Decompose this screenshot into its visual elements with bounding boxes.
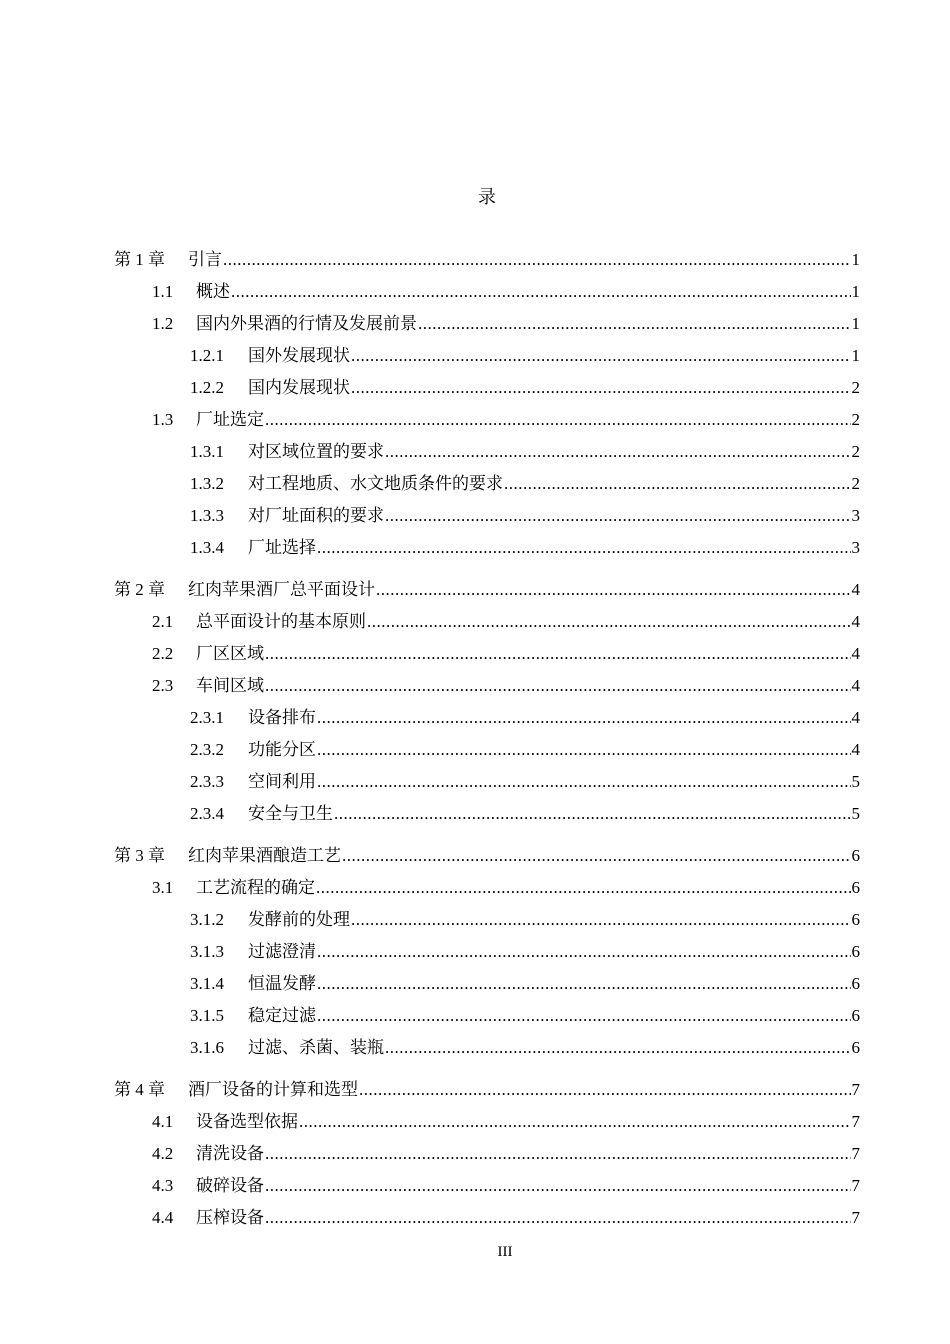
- toc-leader-dots: [351, 372, 851, 404]
- toc-section-entry[interactable]: [114, 276, 860, 308]
- toc-entry-page: 5: [851, 772, 860, 791]
- toc-entry-title: 引言: [188, 250, 222, 269]
- toc-entry-title: 压榨设备: [196, 1208, 264, 1227]
- toc-section-entry[interactable]: [114, 436, 860, 468]
- toc-leader-dots: [265, 1138, 851, 1170]
- toc-entry-page: 1: [851, 282, 860, 301]
- toc-entry-title: 工艺流程的确定: [196, 878, 315, 897]
- toc-leader-dots: [265, 1170, 851, 1202]
- toc-entry-page: 6: [851, 1038, 860, 1057]
- toc-entry-page: 1: [851, 250, 860, 269]
- toc-section-entry[interactable]: [114, 670, 860, 702]
- toc-entry-page: 6: [851, 910, 860, 929]
- toc-section-entry[interactable]: [114, 340, 860, 372]
- toc-section-entry[interactable]: [114, 468, 860, 500]
- toc-leader-dots: [385, 1032, 851, 1064]
- toc-entry-number: 第 2 章: [114, 580, 165, 599]
- toc-entry-page: 6: [851, 878, 860, 897]
- toc-entry-title: 国内外果酒的行情及发展前景: [196, 314, 417, 333]
- toc-entry-page: 3: [851, 538, 860, 557]
- toc-leader-dots: [351, 340, 851, 372]
- toc-entry-number: 1.1: [152, 282, 174, 301]
- toc-entry-number: 3.1: [152, 878, 174, 897]
- toc-entry-number: 3.1.6: [190, 1038, 224, 1057]
- toc-entry-number: 1.2.2: [190, 378, 224, 397]
- toc-section-entry[interactable]: [114, 606, 860, 638]
- toc-entry-number: 4.3: [152, 1176, 174, 1195]
- toc-entry-page: 2: [851, 442, 860, 461]
- toc-entry-number: 2.3.1: [190, 708, 224, 727]
- toc-section-entry[interactable]: [114, 372, 860, 404]
- toc-entry-title: 过滤澄清: [248, 942, 316, 961]
- toc-entry-page: 4: [851, 740, 860, 759]
- toc-entry-number: 第 1 章: [114, 250, 165, 269]
- toc-entry-title: 红肉苹果酒酿造工艺: [188, 846, 341, 865]
- toc-leader-dots: [299, 1106, 851, 1138]
- toc-title: 录: [478, 187, 496, 207]
- toc-entry-number: 3.1.5: [190, 1006, 224, 1025]
- toc-leader-dots: [265, 638, 851, 670]
- toc-entry-page: 7: [851, 1176, 860, 1195]
- toc-section-entry[interactable]: [114, 1106, 860, 1138]
- toc-section-entry[interactable]: [114, 1000, 860, 1032]
- toc-chapter-entry[interactable]: [114, 574, 860, 606]
- toc-entry-number: 第 3 章: [114, 846, 165, 865]
- toc-leader-dots: [265, 404, 851, 436]
- toc-section-entry[interactable]: [114, 798, 860, 830]
- toc-entry-number: 2.3.4: [190, 804, 224, 823]
- toc-entry-number: 3.1.4: [190, 974, 224, 993]
- toc-entry-title: 清洗设备: [196, 1144, 264, 1163]
- toc-entry-title: 厂址选择: [248, 538, 316, 557]
- toc-section-entry[interactable]: [114, 936, 860, 968]
- toc-section-entry[interactable]: [114, 734, 860, 766]
- toc-entry-page: 6: [851, 974, 860, 993]
- toc-entry-number: 1.3.4: [190, 538, 224, 557]
- toc-entry-page: 4: [851, 676, 860, 695]
- toc-entry-title: 发酵前的处理: [248, 910, 350, 929]
- toc-entry-number: 2.3.3: [190, 772, 224, 791]
- toc-entry-title: 国外发展现状: [248, 346, 350, 365]
- toc-entry-title: 车间区域: [196, 676, 264, 695]
- toc-section-entry[interactable]: [114, 638, 860, 670]
- toc-leader-dots: [265, 1202, 851, 1234]
- toc-leader-dots: [351, 904, 851, 936]
- toc-entry-title: 设备选型依据: [196, 1112, 298, 1131]
- toc-section-entry[interactable]: [114, 1032, 860, 1064]
- toc-section-entry[interactable]: [114, 532, 860, 564]
- toc-entry-title: 总平面设计的基本原则: [196, 612, 366, 631]
- toc-entry-number: 1.2: [152, 314, 174, 333]
- toc-entry-page: 4: [851, 708, 860, 727]
- toc-entry-page: 1: [851, 346, 860, 365]
- toc-leader-dots: [317, 936, 851, 968]
- toc-leader-dots: [317, 734, 851, 766]
- toc-entry-title: 国内发展现状: [248, 378, 350, 397]
- toc-chapter-entry[interactable]: [114, 1074, 860, 1106]
- toc-entry-title: 过滤、杀菌、装瓶: [248, 1038, 384, 1057]
- toc-entry-page: 7: [851, 1080, 860, 1099]
- toc-entry-title: 红肉苹果酒厂总平面设计: [188, 580, 375, 599]
- toc-leader-dots: [317, 702, 851, 734]
- table-of-contents: [114, 244, 860, 1234]
- toc-leader-dots: [317, 766, 851, 798]
- toc-entry-number: 4.1: [152, 1112, 174, 1131]
- toc-chapter-entry[interactable]: [114, 244, 860, 276]
- toc-entry-number: 3.1.3: [190, 942, 224, 961]
- toc-leader-dots: [367, 606, 851, 638]
- toc-entry-number: 4.2: [152, 1144, 174, 1163]
- toc-section-entry[interactable]: [114, 872, 860, 904]
- toc-entry-title: 厂址选定: [196, 410, 264, 429]
- toc-entry-number: 2.2: [152, 644, 174, 663]
- toc-section-entry[interactable]: [114, 404, 860, 436]
- toc-entry-title: 概述: [196, 282, 230, 301]
- toc-entry-page: 7: [851, 1208, 860, 1227]
- toc-section-entry[interactable]: [114, 500, 860, 532]
- toc-entry-number: 1.3.3: [190, 506, 224, 525]
- toc-entry-number: 2.3: [152, 676, 174, 695]
- toc-section-entry[interactable]: [114, 968, 860, 1000]
- toc-section-entry[interactable]: [114, 1170, 860, 1202]
- toc-entry-page: 6: [851, 942, 860, 961]
- toc-entry-page: 1: [851, 314, 860, 333]
- toc-leader-dots: [223, 244, 851, 276]
- toc-leader-dots: [385, 500, 851, 532]
- toc-entry-title: 对工程地质、水文地质条件的要求: [248, 474, 503, 493]
- toc-entry-title: 破碎设备: [196, 1176, 264, 1195]
- page-number: III: [497, 1244, 513, 1260]
- toc-entry-page: 2: [851, 474, 860, 493]
- toc-leader-dots: [317, 1000, 851, 1032]
- toc-leader-dots: [359, 1074, 851, 1106]
- toc-leader-dots: [317, 532, 851, 564]
- toc-entry-number: 第 4 章: [114, 1080, 165, 1099]
- toc-entry-title: 功能分区: [248, 740, 316, 759]
- toc-entry-page: 4: [851, 644, 860, 663]
- toc-leader-dots: [231, 276, 851, 308]
- toc-section-entry[interactable]: [114, 904, 860, 936]
- toc-entry-page: 4: [851, 612, 860, 631]
- toc-leader-dots: [418, 308, 851, 340]
- toc-entry-number: 1.3.2: [190, 474, 224, 493]
- toc-entry-title: 对区域位置的要求: [248, 442, 384, 461]
- toc-entry-title: 稳定过滤: [248, 1006, 316, 1025]
- toc-entry-page: 7: [851, 1112, 860, 1131]
- toc-entry-page: 3: [851, 506, 860, 525]
- toc-entry-number: 1.3: [152, 410, 174, 429]
- toc-entry-page: 7: [851, 1144, 860, 1163]
- toc-entry-number: 2.1: [152, 612, 174, 631]
- toc-entry-title: 安全与卫生: [248, 804, 333, 823]
- toc-leader-dots: [316, 872, 851, 904]
- toc-entry-title: 对厂址面积的要求: [248, 506, 384, 525]
- toc-entry-title: 恒温发酵: [248, 974, 316, 993]
- toc-entry-title: 空间利用: [248, 772, 316, 791]
- toc-entry-number: 1.3.1: [190, 442, 224, 461]
- toc-leader-dots: [376, 574, 851, 606]
- toc-leader-dots: [342, 840, 851, 872]
- toc-leader-dots: [504, 468, 851, 500]
- toc-entry-title: 设备排布: [248, 708, 316, 727]
- toc-section-entry[interactable]: [114, 1138, 860, 1170]
- toc-entry-page: 4: [851, 580, 860, 599]
- toc-section-entry[interactable]: [114, 702, 860, 734]
- toc-entry-number: 3.1.2: [190, 910, 224, 929]
- toc-entry-page: 5: [851, 804, 860, 823]
- toc-section-entry[interactable]: [114, 766, 860, 798]
- toc-leader-dots: [385, 436, 851, 468]
- toc-entry-page: 6: [851, 1006, 860, 1025]
- toc-entry-title: 厂区区域: [196, 644, 264, 663]
- toc-entry-page: 2: [851, 378, 860, 397]
- toc-entry-page: 2: [851, 410, 860, 429]
- toc-chapter-entry[interactable]: [114, 840, 860, 872]
- toc-leader-dots: [334, 798, 851, 830]
- toc-entry-title: 酒厂设备的计算和选型: [188, 1080, 358, 1099]
- toc-entry-number: 1.2.1: [190, 346, 224, 365]
- toc-leader-dots: [265, 670, 851, 702]
- toc-entry-number: 4.4: [152, 1208, 174, 1227]
- toc-section-entry[interactable]: [114, 1202, 860, 1234]
- toc-entry-page: 6: [851, 846, 860, 865]
- toc-section-entry[interactable]: [114, 308, 860, 340]
- toc-leader-dots: [317, 968, 851, 1000]
- toc-entry-number: 2.3.2: [190, 740, 224, 759]
